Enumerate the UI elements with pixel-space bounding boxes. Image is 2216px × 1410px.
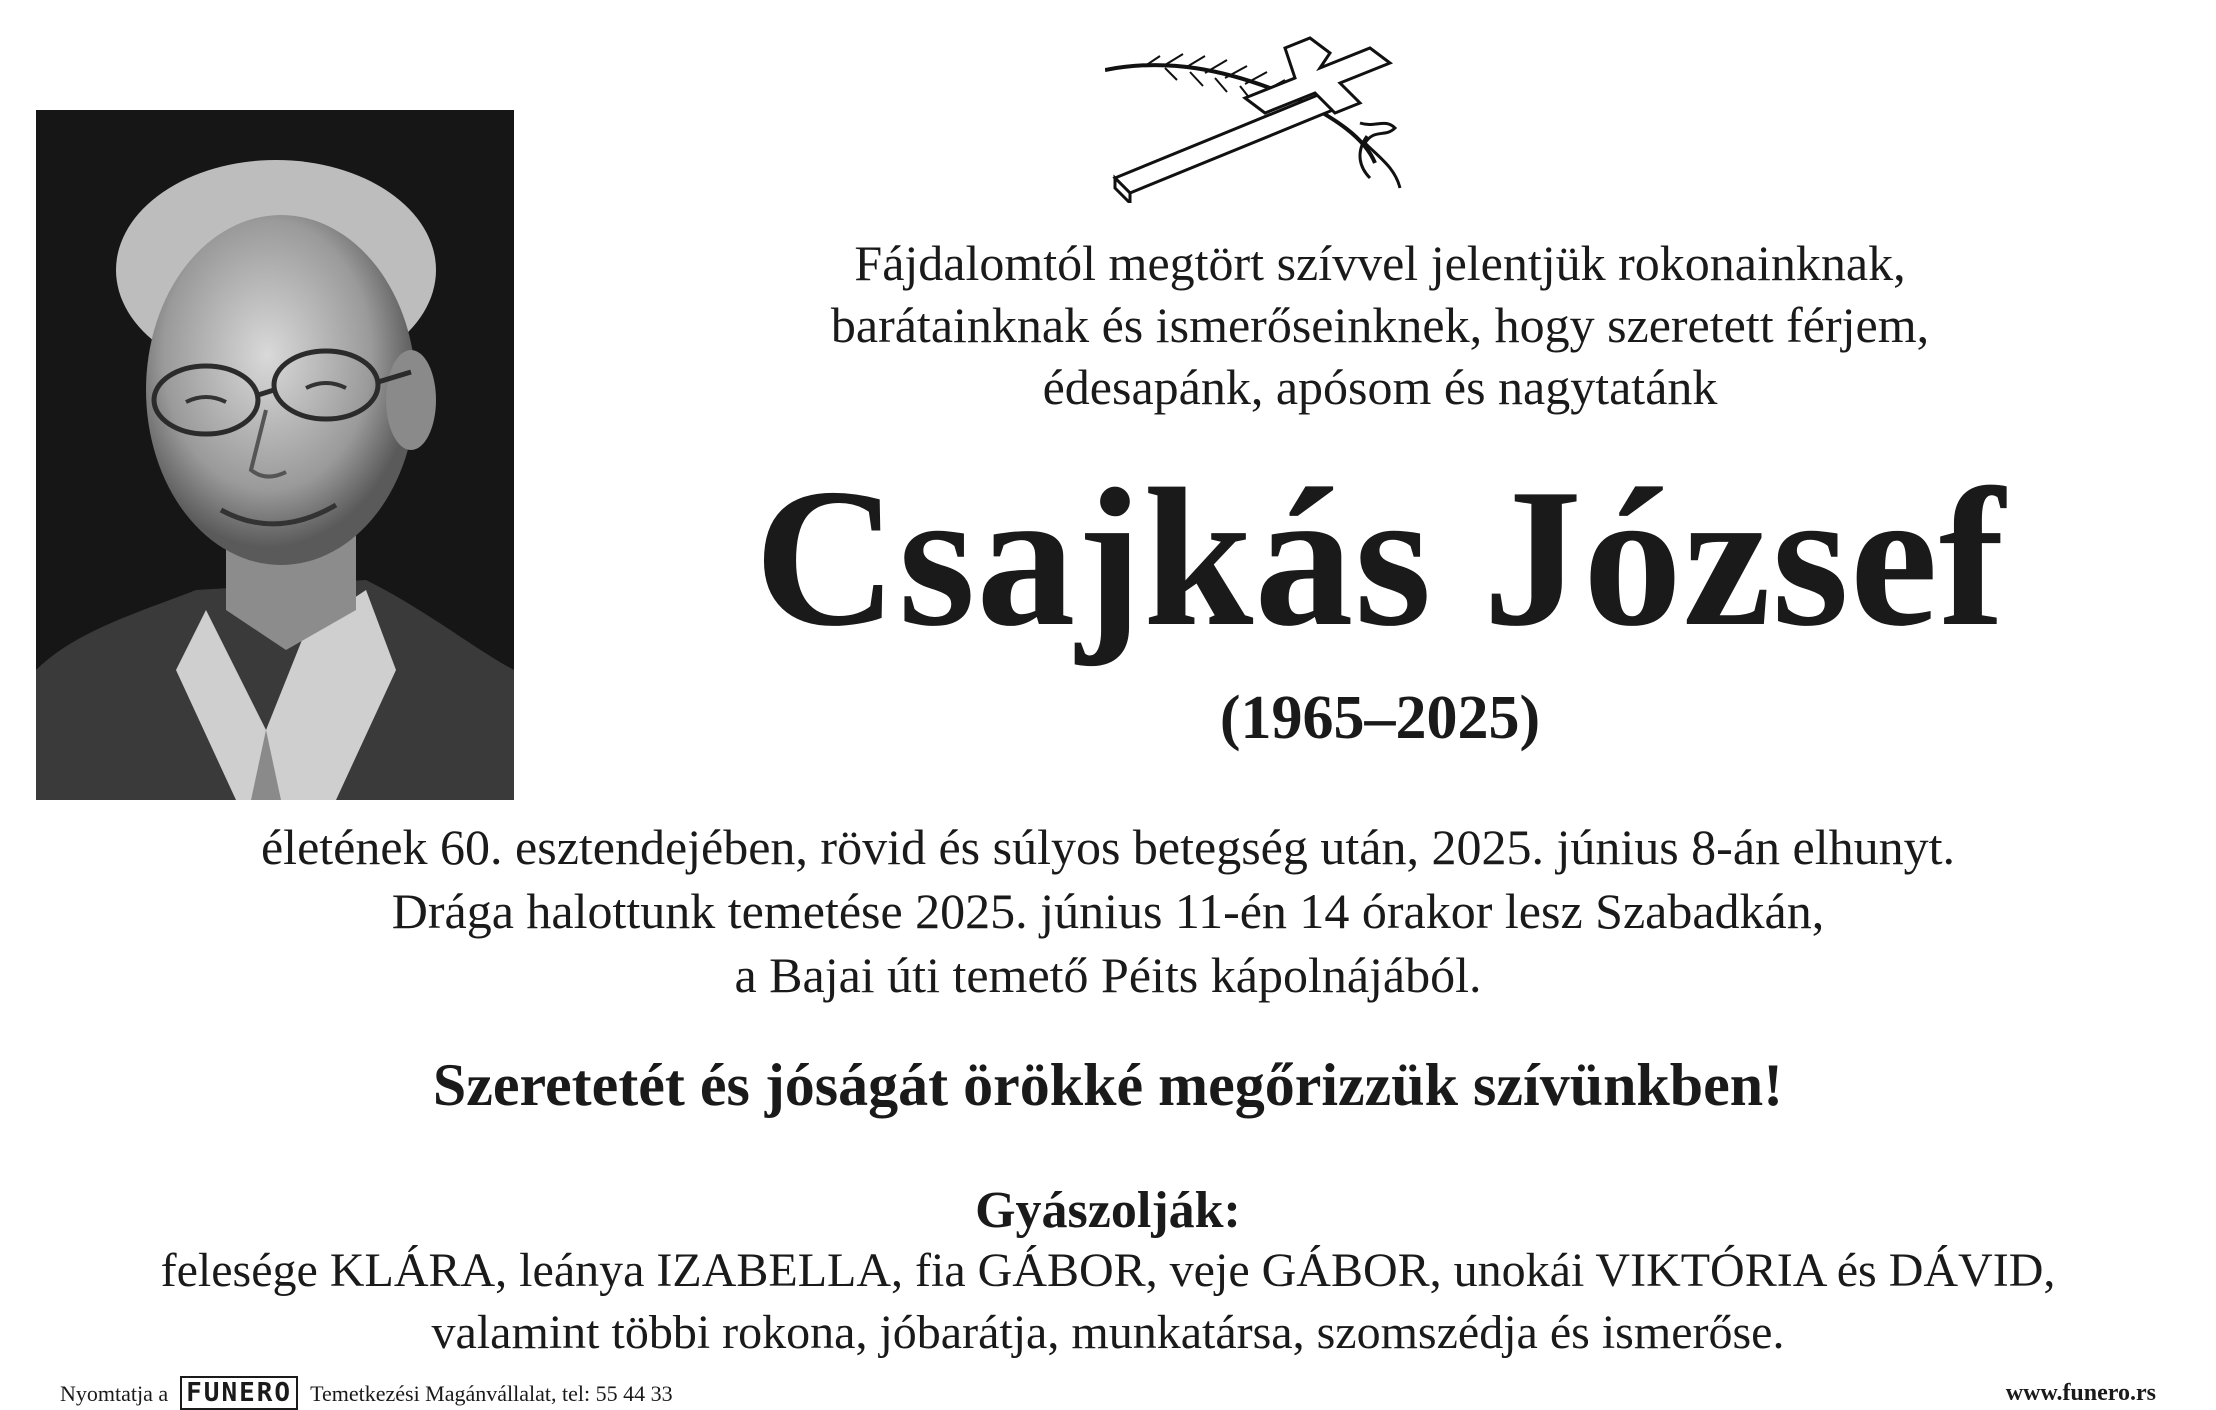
details-line: életének 60. esztendejében, rövid és súlyos betegség után, 2025. június 8-án elhunyt.: [260, 819, 1956, 875]
printer-credit: [60, 1380, 673, 1407]
deceased-name: Csajkás József: [754, 448, 2006, 667]
death-details: [0, 815, 2216, 1007]
mourners-line: felesége KLÁRA, leánya IZABELLA, fia GÁBOR, veje GÁBOR, unokái VIKTÓRIA és DÁVID,: [160, 1244, 2056, 1297]
intro-line: barátainknak és ismerőseinknek, hogy szeretett férjem,: [830, 297, 1930, 353]
intro-line: Fájdalomtól megtört szívvel jelentjük rokonainknak,: [854, 235, 1906, 291]
details-line: a Bajai úti temető Péits kápolnájából.: [734, 947, 1482, 1003]
mourners-list: [0, 1240, 2216, 1364]
details-line: Drága halottunk temetése 2025. június 11-én 14 órakor lesz Szabadkán,: [391, 883, 1825, 939]
funero-logo: FUNERO: [180, 1376, 298, 1410]
credit-prefix: Nyomtatja a: [60, 1381, 169, 1406]
website-link[interactable]: www.funero.rs: [2005, 1380, 2156, 1406]
memorial-motto: Szeretetét és jóságát örökké megőrizzük szívünkben!: [432, 1052, 1784, 1118]
portrait-photo: [36, 110, 514, 800]
mourners-line: valamint többi rokona, jóbarátja, munkatársa, szomszédja és ismerőse.: [431, 1306, 1785, 1359]
cross-with-palm-icon: [1105, 28, 1435, 203]
intro-text: [560, 232, 2200, 418]
intro-line: édesapánk, apósom és nagytatánk: [1042, 359, 1718, 415]
life-years: (1965–2025): [1219, 684, 1541, 752]
mourners-heading: Gyászolják:: [975, 1182, 1241, 1239]
company-info: Temetkezési Magánvállalat, tel: 55 44 33: [310, 1381, 673, 1406]
